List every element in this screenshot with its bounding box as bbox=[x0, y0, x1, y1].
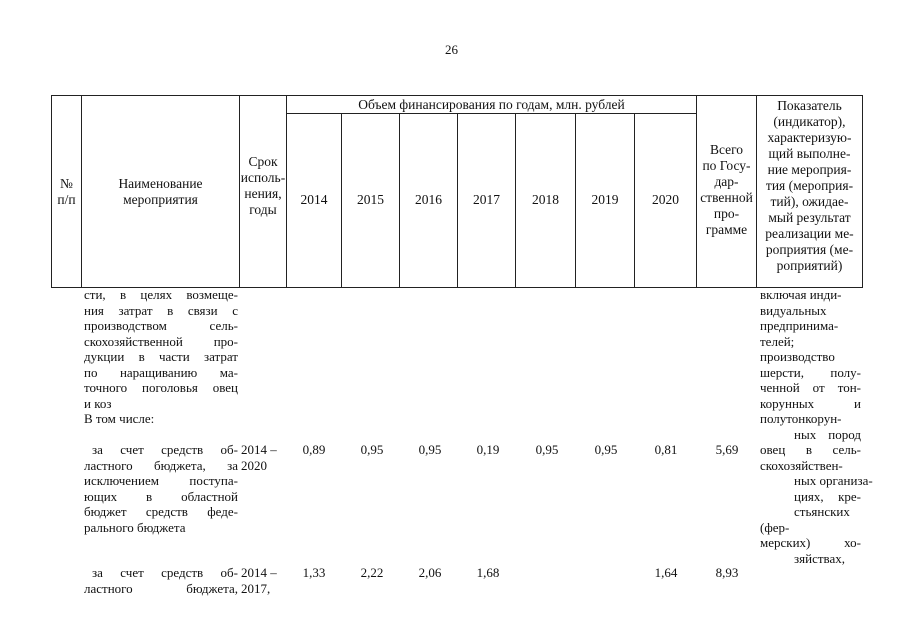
header-name: Наименование мероприятия bbox=[118, 176, 203, 207]
header-year-2020: 2020 bbox=[652, 192, 679, 207]
row2-value-2014: 1,33 bbox=[302, 565, 326, 580]
row1-term: 2014 – 2020 bbox=[241, 442, 277, 473]
header-year-2015: 2015 bbox=[357, 192, 384, 207]
header-year-2016: 2016 bbox=[415, 192, 442, 207]
row1-value-2014: 0,89 bbox=[302, 442, 326, 457]
row1-name: за счет средств об- ластного бюджета, за исключением поступа- ющих в областной бюджет средств феде- рального бюджета bbox=[84, 442, 238, 535]
indicator-continuation: включая инди- видуальных предпринима- телей; производство шерсти, полу- ченной от тон- корунных и полутонкорун- ных пород овец в сель- скохозяйствен- ных организа- циях, кре- стьянских (фер- мерских) хо- зяйствах, bbox=[760, 287, 873, 566]
row1-value-2020: 0,81 bbox=[654, 442, 678, 457]
header-year-2019: 2019 bbox=[591, 192, 619, 207]
name-continuation: сти, в целях возмеще- ния затрат в связи с производством сель- скохозяйственной про- дукции в части затрат по наращиванию ма- точного поголовья овец и коз В том числе: bbox=[84, 287, 238, 426]
row2-value-2015: 2,22 bbox=[360, 565, 384, 580]
row2-name: за счет средств об- ластного бюджета, bbox=[84, 565, 238, 596]
col-border-right bbox=[862, 95, 863, 288]
header-total: Всего по Госу- дар- ственной про- грамме bbox=[700, 142, 753, 237]
header-year-2018: 2018 bbox=[532, 192, 559, 207]
row1-total: 5,69 bbox=[715, 442, 739, 457]
header-no: № п/п bbox=[57, 176, 76, 207]
row1-value-2017: 0,19 bbox=[476, 442, 500, 457]
row1-value-2015: 0,95 bbox=[360, 442, 384, 457]
row1-value-2016: 0,95 bbox=[418, 442, 442, 457]
funding-subheader-border bbox=[286, 113, 697, 114]
header-indicator: Показатель (индикатор), характеризую- щий выполне- ние мероприя- тия (мероприя- тий), ожидае- мый результат реализации ме- роприятия (ме- роприятий) bbox=[765, 98, 854, 273]
row2-value-2020: 1,64 bbox=[654, 565, 678, 580]
header-term: Срок исполь- нения, годы bbox=[240, 154, 286, 217]
row1-value-2018: 0,95 bbox=[535, 442, 559, 457]
row2-value-2016: 2,06 bbox=[418, 565, 442, 580]
row2-value-2017: 1,68 bbox=[476, 565, 500, 580]
page-number: 26 bbox=[445, 42, 458, 57]
header-year-2014: 2014 bbox=[300, 192, 328, 207]
row2-term: 2014 – 2017, bbox=[241, 565, 277, 596]
row2-total: 8,93 bbox=[715, 565, 739, 580]
row1-value-2019: 0,95 bbox=[594, 442, 618, 457]
header-year-2017: 2017 bbox=[473, 192, 500, 207]
header-funding: Объем финансирования по годам, млн. рублей bbox=[358, 97, 625, 112]
table-top-border bbox=[51, 95, 863, 96]
